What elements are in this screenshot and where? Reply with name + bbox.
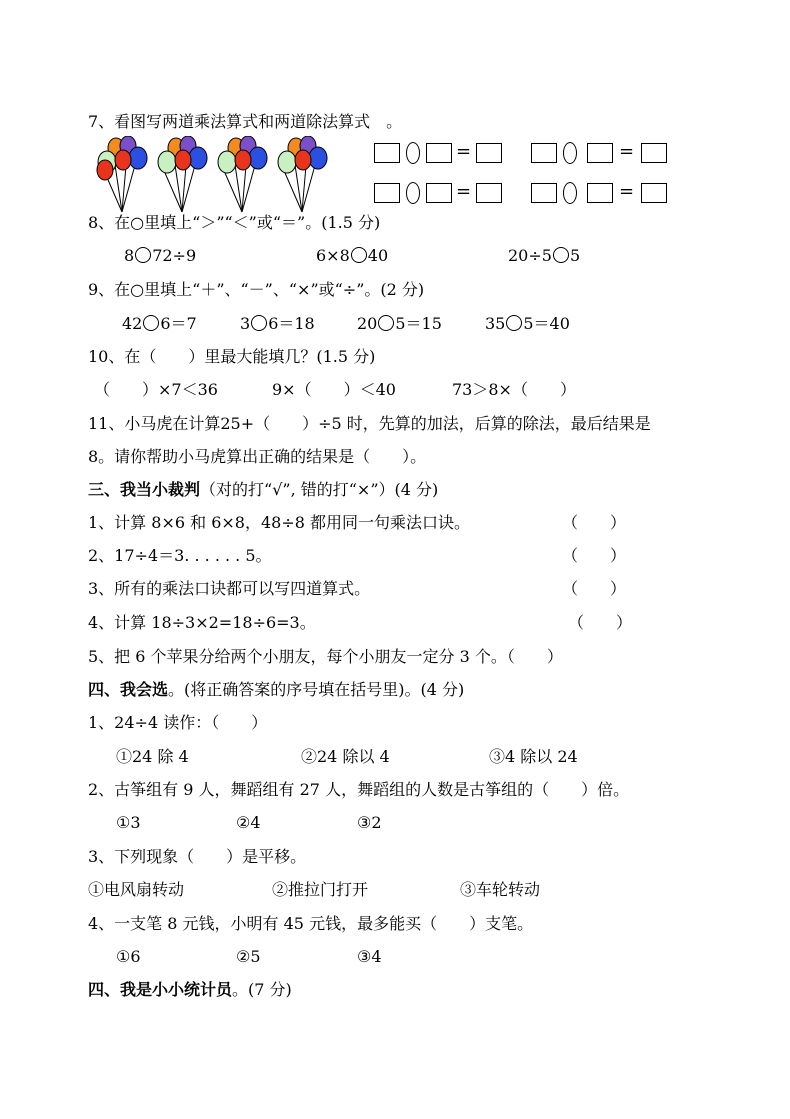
- q8-item-b: 6×8 40: [316, 246, 389, 265]
- balloon-group-2: [158, 136, 207, 212]
- option-3[interactable]: ③4: [357, 947, 382, 966]
- option-2[interactable]: ②4: [236, 813, 261, 832]
- judge-item-3: 3、所有的乘法口诀都可以写四道算式。: [88, 579, 371, 598]
- blank-circle[interactable]: [135, 247, 151, 263]
- answer-paren[interactable]: （ ）: [506, 647, 563, 666]
- option-3[interactable]: ③2: [357, 813, 382, 832]
- option-3[interactable]: ③4 除以 24: [489, 747, 578, 766]
- question-11-line-2: 8。请你帮助小马虎算出正确的结果是（ ）。: [88, 447, 427, 466]
- q9-item-c: 20 5＝15: [357, 314, 442, 333]
- option-1[interactable]: ①电风扇转动: [88, 880, 185, 899]
- q10-item-b[interactable]: 9×（ ）＜40: [272, 380, 396, 399]
- answer-paren[interactable]: （ ）: [568, 613, 633, 632]
- question-8: 8、在○里填上“＞”“＜”或“＝”。(1.5 分): [88, 213, 381, 232]
- answer-paren[interactable]: （ ）: [562, 513, 627, 532]
- q9-item-a: 42 6＝7: [122, 314, 197, 333]
- option-3[interactable]: ③车轮转动: [460, 880, 541, 899]
- q10-item-a[interactable]: （ ）×7＜36: [94, 380, 218, 399]
- blank-circle[interactable]: [378, 315, 394, 331]
- choice-question-2: 2、古筝组有 9 人，舞蹈组有 27 人，舞蹈组的人数是古筝组的（ ）倍。: [88, 780, 630, 799]
- answer-paren[interactable]: （ ）: [562, 579, 627, 598]
- q9-item-b: 3 6＝18: [240, 314, 315, 333]
- blank-circle[interactable]: [351, 247, 367, 263]
- choice-question-3: 3、下列现象（ ）是平移。: [88, 847, 307, 866]
- answer-equation-3[interactable]: =: [374, 183, 514, 205]
- question-11-line-1: 11、小马虎在计算25+（ ）÷5 时，先算的加法，后算的除法，最后结果是: [88, 414, 651, 433]
- judge-item-1: 1、计算 8×6 和 6×8，48÷8 都用同一句乘法口诀。: [88, 513, 471, 532]
- section-4-heading: 四、我会选。(将正确答案的序号填在括号里)。(4 分): [88, 680, 465, 699]
- blank-circle[interactable]: [251, 315, 267, 331]
- option-2[interactable]: ②推拉门打开: [272, 880, 369, 899]
- blank-circle[interactable]: [553, 247, 569, 263]
- judge-item-2: 2、17÷4＝3. . . . . . 5。: [88, 546, 272, 565]
- q10-item-c[interactable]: 73＞8×（ ）: [452, 380, 576, 399]
- question-7: 7、看图写两道乘法算式和两道除法算式 。: [88, 112, 403, 131]
- option-2[interactable]: ②24 除以 4: [301, 747, 390, 766]
- answer-equation-2[interactable]: =: [531, 143, 671, 165]
- balloon-group-3: [218, 136, 267, 212]
- q9-item-d: 35 5＝40: [485, 314, 570, 333]
- question-9: 9、在○里填上“＋”、“－”、“×”或“÷”。(2 分): [88, 280, 425, 299]
- balloon-group-1: [97, 136, 147, 212]
- answer-paren[interactable]: （ ）: [562, 546, 627, 565]
- section-3-heading: 三、我当小裁判（对的打“√”, 错的打“×”）(4 分): [88, 480, 439, 499]
- answer-equation-4[interactable]: =: [531, 183, 671, 205]
- option-2[interactable]: ②5: [236, 947, 261, 966]
- option-1[interactable]: ①3: [116, 813, 141, 832]
- option-1[interactable]: ①24 除 4: [116, 747, 189, 766]
- judge-item-5: 5、把 6 个苹果分给两个小朋友，每个小朋友一定分 3 个。（ ）: [88, 647, 563, 666]
- blank-circle[interactable]: [143, 315, 159, 331]
- balloons-image: [92, 136, 332, 214]
- judge-item-4: 4、计算 18÷3×2=18÷6=3。: [88, 613, 316, 632]
- option-1[interactable]: ①6: [116, 947, 141, 966]
- balloon-group-4: [278, 136, 327, 212]
- blank-circle[interactable]: [506, 315, 522, 331]
- q8-item-c: 20÷5 5: [508, 246, 581, 265]
- q8-item-a: 8 72÷9: [124, 246, 197, 265]
- choice-question-4: 4、一支笔 8 元钱，小明有 45 元钱，最多能买（ ）支笔。: [88, 914, 534, 933]
- question-10: 10、在（ ）里最大能填几？(1.5 分): [88, 347, 376, 366]
- section-5-heading: 四、我是小小统计员。(7 分): [88, 980, 292, 999]
- answer-equation-1[interactable]: =: [374, 143, 514, 165]
- choice-question-1: 1、24÷4 读作：（ ）: [88, 713, 268, 732]
